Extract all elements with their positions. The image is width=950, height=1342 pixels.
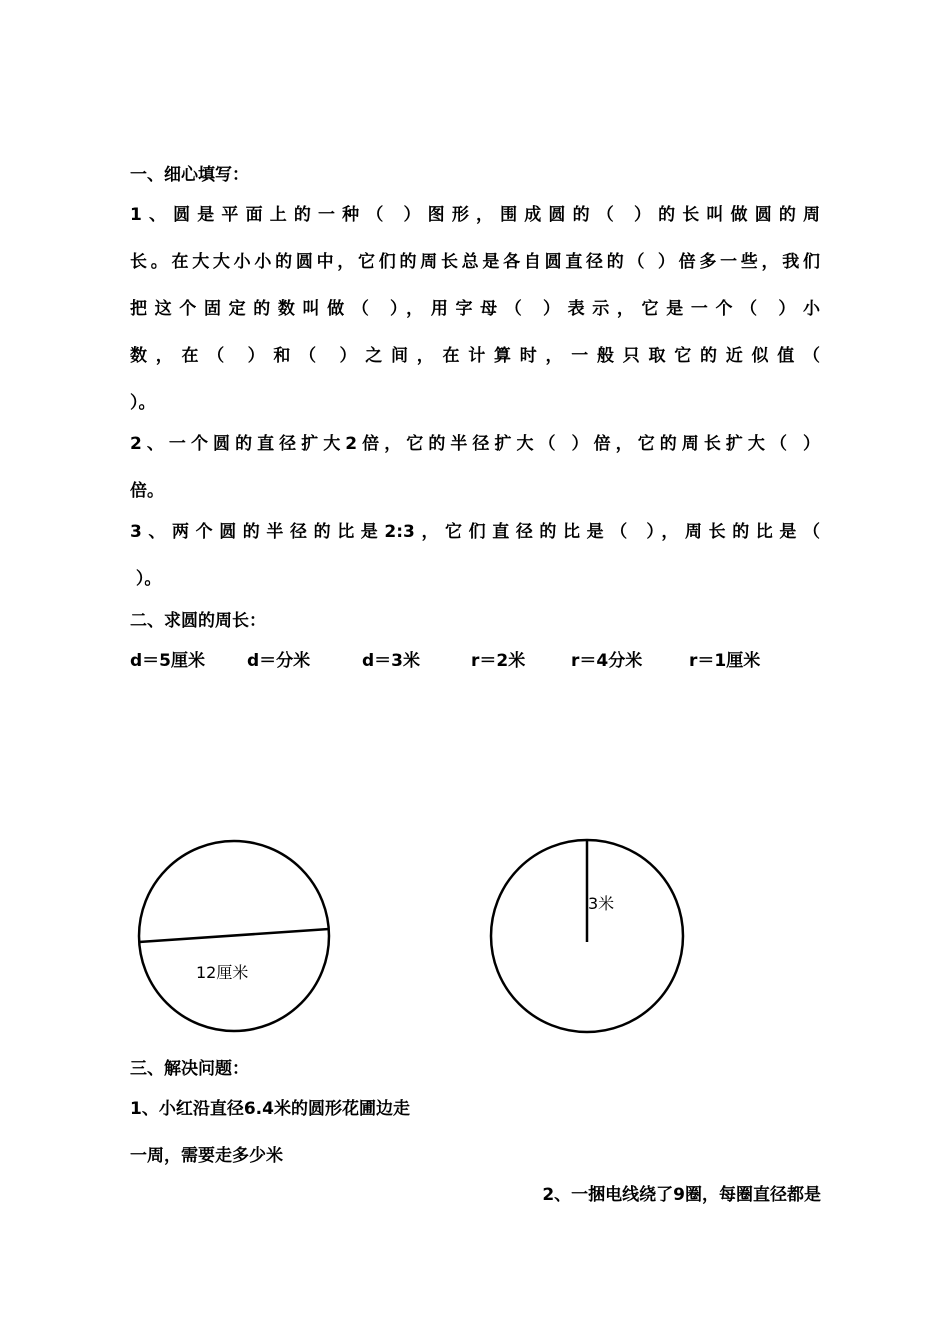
question-1-line-1: 1、圆是平面上的一种（ ）图形，围成圆的（ ）的长叫做圆的周 [130, 205, 820, 225]
problem-1-line-2: 一周，需要走多少米 [130, 1146, 283, 1166]
circle-item-5: r＝4分米 [571, 651, 643, 671]
circle-item-3: d＝3米 [362, 651, 420, 671]
question-1-line-5: ）。 [130, 393, 156, 413]
question-2-line-2: 倍。 [130, 481, 164, 501]
circle-item-2: d＝分米 [247, 651, 311, 671]
circle-item-4: r＝2米 [471, 651, 526, 671]
question-2-line-1: 2、一个圆的直径扩大2倍，它的半径扩大（ ）倍，它的周长扩大（ ） [130, 434, 820, 454]
problem-2-line-1: 2、一捆电线绕了9圈，每圈直径都是 [542, 1185, 821, 1205]
section1-heading: 一、细心填写： [130, 165, 249, 185]
section2-heading: 二、求圆的周长： [130, 611, 266, 631]
section3-heading: 三、解决问题： [130, 1059, 249, 1079]
question-1-line-3: 把这个固定的数叫做（ ），用字母（ ）表示，它是一个（ ）小 [130, 299, 820, 319]
question-1-line-4: 数，在（ ）和（ ）之间，在计算时，一般只取它的近似值（ [130, 346, 820, 366]
question-3-line-1: 3、两个圆的半径的比是2:3，它们直径的比是（ ），周长的比是（ [130, 522, 820, 542]
question-1-line-2: 长。在大大小小的圆中，它们的周长总是各自圆直径的（ ）倍多一些，我们 [130, 252, 820, 272]
problem-1-line-1: 1、小红沿直径6.4米的圆形花圃边走 [130, 1099, 410, 1119]
circle-item-1: d＝5厘米 [130, 651, 205, 671]
figure-1-label: 12厘米 [196, 963, 249, 982]
figure-2-label: 3米 [588, 894, 615, 913]
circle-item-6: r＝1厘米 [689, 651, 761, 671]
diameter-line [139, 929, 329, 942]
question-3-line-2: ）。 [130, 569, 162, 589]
